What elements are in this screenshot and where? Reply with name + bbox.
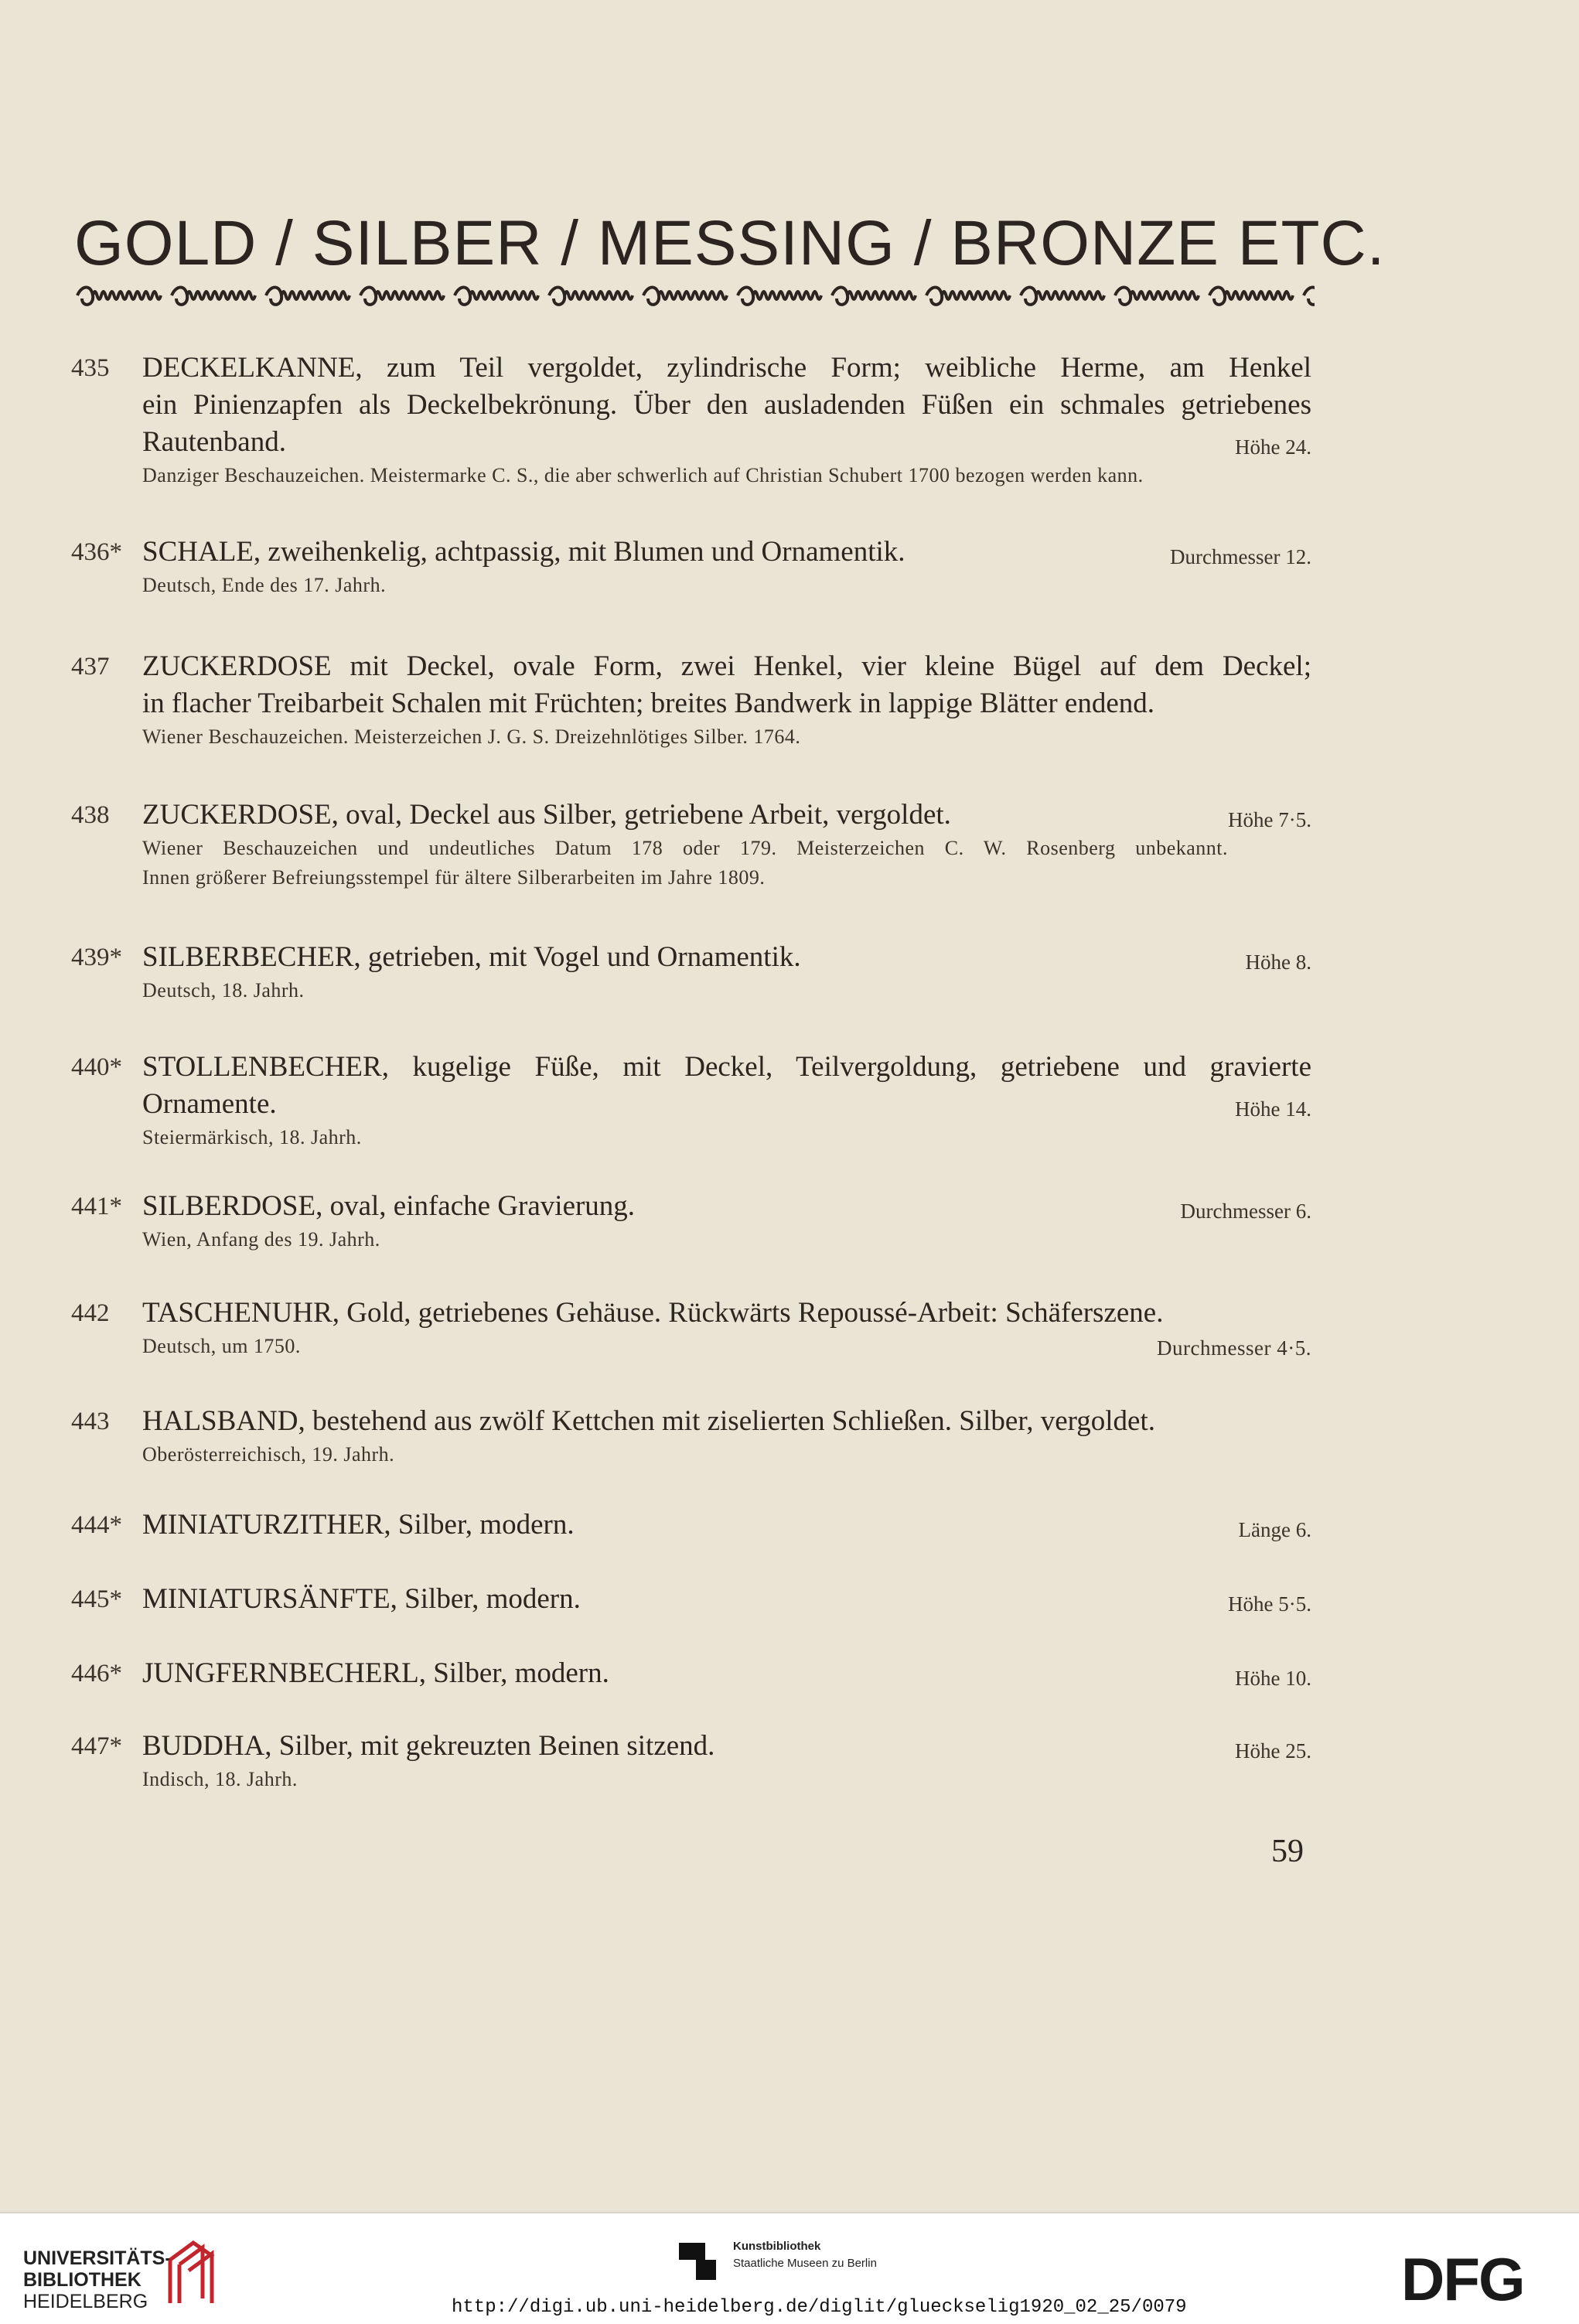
entry-number: 437 <box>71 653 110 681</box>
ub-line-1: UNIVERSITÄTS- <box>23 2247 172 2269</box>
entry-text: MINIATURZITHER, Silber, modern. <box>142 1509 575 1541</box>
catalog-entry <box>71 648 1311 752</box>
entry-text: SILBERBECHER, getrieben, mit Vogel und Ornamentik. <box>142 941 801 973</box>
entry-note-text: Innen größerer Befreiungsstempel für ältere Silberarbeiten im Jahre 1809. <box>142 866 766 889</box>
entry-measurement: Länge 6. <box>1238 1518 1311 1541</box>
entry-number: 435 <box>71 354 110 382</box>
entry-note-text: Wiener Beschauzeichen. Meisterzeichen J. G. S. Dreizehnlötiges Silber. 1764. <box>142 725 801 748</box>
entry-text: SILBERDOSE, oval, einfache Gravierung. <box>142 1190 636 1222</box>
entry-text: MINIATURSÄNFTE, Silber, modern. <box>142 1583 581 1615</box>
entry-first-line <box>71 1581 1311 1618</box>
entry-number: 442 <box>71 1299 110 1327</box>
entry-first-line <box>71 797 1311 834</box>
entry-measurement: Höhe 25. <box>1235 1739 1311 1763</box>
entry-provenance-note <box>71 1765 1235 1794</box>
ub-heidelberg-label[interactable] <box>23 2247 172 2312</box>
entry-number: 443 <box>71 1408 110 1435</box>
permalink-url[interactable]: http://digi.ub.uni-heidelberg.de/diglit/glueckselig1920_02_25/0079 <box>452 2297 1187 2318</box>
entry-first-line <box>71 534 1311 571</box>
ornament-border <box>74 280 1315 316</box>
entry-text: HALSBAND, bestehend aus zwölf Kettchen mit ziselierten Schließen. Silber, vergoldet. <box>142 1405 1155 1437</box>
entry-number: 446* <box>71 1660 122 1688</box>
entry-provenance-note <box>71 1225 1181 1254</box>
entry-provenance-note <box>71 1332 1311 1363</box>
entry-provenance-note <box>71 571 1170 600</box>
entry-provenance-note <box>71 1440 1311 1469</box>
entry-text: Rautenband. <box>142 426 286 458</box>
catalog-entry <box>71 534 1311 600</box>
entry-provenance-note <box>71 461 1235 490</box>
entry-first-line <box>71 939 1311 976</box>
catalog-entry <box>71 1188 1311 1254</box>
entry-description-line <box>71 387 1311 424</box>
footer-bar <box>0 2212 1579 2324</box>
entry-first-line <box>71 1295 1311 1332</box>
entry-measurement: Höhe 5·5. <box>1228 1592 1311 1616</box>
entry-measurement: Höhe 10. <box>1235 1667 1311 1690</box>
entry-text: in flacher Treibarbeit Schalen mit Früchten; breites Bandwerk in lappige Blätter endend. <box>142 688 1155 719</box>
entry-measurement: Durchmesser 12. <box>1170 545 1311 568</box>
entry-first-line <box>71 1728 1311 1765</box>
entry-description-line <box>71 424 1311 461</box>
entry-description-line <box>71 1086 1311 1123</box>
dfg-logo[interactable]: DFG <box>1401 2245 1524 2313</box>
entry-text: DECKELKANNE, zum Teil vergoldet, zylindrische Form; weibliche Herme, am Henkel <box>142 352 1311 384</box>
entry-text: SCHALE, zweihenkelig, achtpassig, mit Blumen und Ornamentik. <box>142 536 905 568</box>
entry-provenance-note <box>71 834 1228 863</box>
entry-text: STOLLENBECHER, kugelige Füße, mit Deckel, Teilvergoldung, getriebene und gravierte <box>142 1051 1311 1083</box>
entry-measurement: Durchmesser 4·5. <box>1157 1336 1311 1360</box>
entry-first-line <box>71 350 1311 387</box>
entry-number: 439* <box>71 944 122 971</box>
entry-text: BUDDHA, Silber, mit gekreuzten Beinen sitzend. <box>142 1730 715 1762</box>
entry-measurement: Durchmesser 6. <box>1180 1200 1311 1223</box>
catalog-entry <box>71 797 1311 892</box>
catalog-entry <box>71 1507 1311 1548</box>
kunstbibliothek-logo-icon[interactable] <box>674 2237 721 2283</box>
entry-text: Ornamente. <box>142 1088 277 1120</box>
entry-number: 447* <box>71 1732 122 1760</box>
entry-first-line <box>71 1655 1311 1692</box>
entry-first-line <box>71 1188 1311 1225</box>
entry-text: ZUCKERDOSE mit Deckel, ovale Form, zwei Henkel, vier kleine Bügel auf dem Deckel; <box>142 650 1311 682</box>
page-title: GOLD / SILBER / MESSING / BRONZE ETC. <box>74 208 1386 278</box>
entry-text: ein Pinienzapfen als Deckelbekrönung. Über den ausladenden Füßen ein schmales getriebenes <box>142 389 1311 421</box>
catalog-entry <box>71 350 1311 490</box>
entry-number: 440* <box>71 1053 122 1081</box>
page-number: 59 <box>1271 1834 1304 1869</box>
entry-measurement: Höhe 14. <box>1235 1097 1311 1121</box>
catalog-entry <box>71 1728 1311 1794</box>
entry-number: 444* <box>71 1511 122 1539</box>
kb-line-1: Kunstbibliothek <box>733 2240 821 2253</box>
catalog-entry <box>71 1049 1311 1152</box>
catalog-entry <box>71 1295 1311 1363</box>
ub-line-3: HEIDELBERG <box>23 2291 148 2312</box>
catalog-entry <box>71 1403 1311 1469</box>
entry-provenance-note <box>71 863 1311 892</box>
entry-provenance-note <box>71 1123 1235 1152</box>
entry-note-text: Steiermärkisch, 18. Jahrh. <box>142 1126 362 1148</box>
kunstbibliothek-label[interactable] <box>733 2238 877 2272</box>
entry-note-text: Deutsch, um 1750. <box>142 1335 301 1357</box>
entry-note-text: Danziger Beschauzeichen. Meistermarke C. S., die aber schwerlich auf Christian Schubert 1700 bezogen werden kann. <box>142 464 1144 486</box>
entry-text: TASCHENUHR, Gold, getriebenes Gehäuse. Rückwärts Repoussé-Arbeit: Schäferszene. <box>142 1297 1164 1329</box>
entry-first-line <box>71 1507 1311 1544</box>
entry-number: 445* <box>71 1585 122 1613</box>
entry-text: JUNGFERNBECHERL, Silber, modern. <box>142 1657 609 1689</box>
entry-measurement: Höhe 24. <box>1235 435 1311 459</box>
ub-heidelberg-logo-icon[interactable] <box>159 2237 221 2306</box>
entry-provenance-note <box>71 722 1311 752</box>
entry-note-text: Deutsch, 18. Jahrh. <box>142 979 305 1002</box>
entry-note-text: Oberösterreichisch, 19. Jahrh. <box>142 1443 395 1466</box>
entry-first-line <box>71 1049 1311 1086</box>
entry-number: 436* <box>71 538 122 566</box>
catalog-entry <box>71 1655 1311 1697</box>
entry-provenance-note <box>71 976 1246 1005</box>
catalog-entry <box>71 939 1311 1005</box>
entry-note-text: Wiener Beschauzeichen und undeutliches Datum 178 oder 179. Meisterzeichen C. W. Rosenberg unbekannt. <box>142 837 1229 859</box>
entry-number: 438 <box>71 801 110 829</box>
entry-note-text: Wien, Anfang des 19. Jahrh. <box>142 1228 380 1251</box>
entry-measurement: Höhe 8. <box>1245 950 1311 974</box>
entry-first-line <box>71 648 1311 685</box>
catalog-entry <box>71 1581 1311 1623</box>
entry-number: 441* <box>71 1193 122 1220</box>
ub-line-2: BIBLIOTHEK <box>23 2269 142 2291</box>
entry-note-text: Deutsch, Ende des 17. Jahrh. <box>142 574 387 596</box>
entry-first-line <box>71 1403 1311 1440</box>
entry-note-text: Indisch, 18. Jahrh. <box>142 1768 298 1790</box>
entry-measurement: Höhe 7·5. <box>1228 808 1311 831</box>
kb-line-2: Staatliche Museen zu Berlin <box>733 2257 877 2270</box>
entry-text: ZUCKERDOSE, oval, Deckel aus Silber, getriebene Arbeit, vergoldet. <box>142 799 951 831</box>
entry-description-line <box>71 685 1311 722</box>
